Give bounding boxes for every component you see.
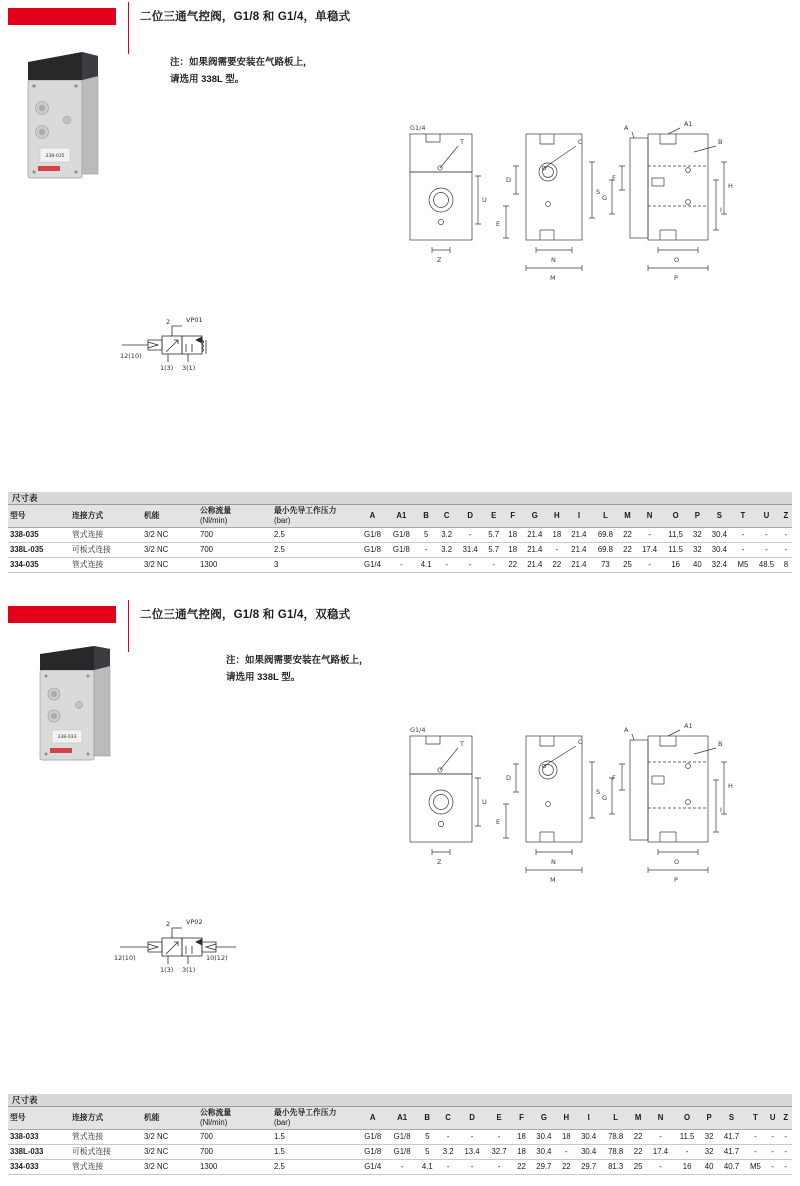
section-1-note <box>170 54 313 88</box>
cell-connection: 可板式连接 <box>70 1144 142 1159</box>
cell-A1: - <box>387 1159 416 1174</box>
cell-C: - <box>438 1159 459 1174</box>
cell-F: 22 <box>504 557 522 572</box>
cell-A: G1/4 <box>358 557 387 572</box>
cell-U: - <box>753 542 780 557</box>
cell-H: 18 <box>548 527 566 542</box>
cell-flow: 700 <box>198 542 272 557</box>
svg-text:G1/4: G1/4 <box>410 124 426 132</box>
cell-F: 22 <box>513 1159 531 1174</box>
svg-text:D: D <box>506 774 512 782</box>
cell-I: 21.4 <box>566 557 593 572</box>
cell-O: 16 <box>674 1159 700 1174</box>
svg-text:N: N <box>551 256 556 264</box>
th-pressure: 最小先导工作压力 (bar) <box>272 505 358 527</box>
cell-P: 40 <box>689 557 707 572</box>
cell-A: G1/4 <box>358 1159 387 1174</box>
section-1-product-photo <box>22 50 118 180</box>
cell-U: 48.5 <box>753 557 780 572</box>
table-2-header-row <box>8 1107 792 1129</box>
cell-H: - <box>548 542 566 557</box>
cell-flow: 1300 <box>198 1159 272 1174</box>
section-1-dimension-table <box>8 492 792 573</box>
svg-text:G: G <box>602 194 608 202</box>
th-D: D <box>459 1107 486 1129</box>
cell-function: 3/2 NC <box>142 542 198 557</box>
th-connection: 连接方式 <box>70 505 142 527</box>
svg-text:E: E <box>496 818 501 826</box>
cell-H: 18 <box>557 1129 575 1144</box>
cell-P: 40 <box>700 1159 718 1174</box>
cell-L: 81.3 <box>602 1159 629 1174</box>
cell-O: 11.5 <box>674 1129 700 1144</box>
cell-U: - <box>753 527 780 542</box>
table-2 <box>8 1107 792 1175</box>
cell-N: 17.4 <box>636 542 663 557</box>
cell-N: - <box>647 1159 674 1174</box>
cell-A1: G1/8 <box>387 542 416 557</box>
symbol-1-port-top: 2 <box>166 318 171 326</box>
table-1-body <box>8 527 792 572</box>
cell-B: - <box>416 542 437 557</box>
th-S: S <box>706 505 733 527</box>
cell-H: 22 <box>548 557 566 572</box>
cell-P: 32 <box>700 1144 718 1159</box>
th-B: B <box>417 1107 438 1129</box>
th-G: G <box>522 505 549 527</box>
cell-P: 32 <box>689 542 707 557</box>
symbol-1-port-br: 3(1) <box>182 364 196 372</box>
th-N: N <box>636 505 663 527</box>
th-model: 型号 <box>8 505 70 527</box>
th-I: I <box>566 505 593 527</box>
svg-text:N: N <box>551 858 556 866</box>
table-1-header-row <box>8 505 792 527</box>
th-A: A <box>358 505 387 527</box>
cell-T: - <box>745 1144 766 1159</box>
table-row <box>8 542 792 557</box>
cell-S: 41.7 <box>718 1144 745 1159</box>
cell-L: 73 <box>592 557 619 572</box>
cell-E: 32.7 <box>486 1144 513 1159</box>
svg-text:S: S <box>596 188 601 196</box>
svg-text:M: M <box>550 876 556 884</box>
svg-text:G: G <box>602 794 608 802</box>
cell-T: - <box>745 1129 766 1144</box>
cell-P: 32 <box>700 1129 718 1144</box>
th-T: T <box>745 1107 766 1129</box>
cell-model: 334-035 <box>8 557 70 572</box>
cell-G: 30.4 <box>530 1129 557 1144</box>
cell-N: 17.4 <box>647 1144 674 1159</box>
cell-O: - <box>674 1144 700 1159</box>
th-flow: 公称流量 (Nl/min) <box>198 1107 272 1129</box>
cell-T: M5 <box>733 557 754 572</box>
th-U: U <box>753 505 780 527</box>
section-1-note-line1: 注：如果阀需要安装在气路板上， <box>170 57 313 68</box>
th-F: F <box>504 505 522 527</box>
table-row <box>8 1159 792 1174</box>
cell-Z: - <box>780 527 792 542</box>
th-C: C <box>436 505 457 527</box>
th-O: O <box>674 1107 700 1129</box>
th-M: M <box>629 1107 647 1129</box>
cell-T: - <box>733 542 754 557</box>
cell-E: - <box>486 1129 513 1144</box>
cell-Z: 8 <box>780 557 792 572</box>
cell-D: 13.4 <box>459 1144 486 1159</box>
cell-A1: - <box>387 557 416 572</box>
svg-text:O: O <box>674 256 680 264</box>
th-connection: 连接方式 <box>70 1107 142 1129</box>
symbol-2-label: VP02 <box>186 918 203 926</box>
svg-text:I: I <box>720 806 722 814</box>
svg-text:M: M <box>550 274 556 282</box>
svg-text:U: U <box>482 196 487 204</box>
th-M: M <box>619 505 637 527</box>
section-1-circuit-symbol <box>118 310 244 372</box>
cell-M: 22 <box>619 542 637 557</box>
th-A1: A1 <box>387 505 416 527</box>
section-2-circuit-symbol <box>112 912 248 974</box>
cell-B: 5 <box>416 527 437 542</box>
th-A1: A1 <box>387 1107 416 1129</box>
svg-text:F: F <box>612 774 616 782</box>
cell-C: - <box>436 557 457 572</box>
cell-Z: - <box>779 1129 792 1144</box>
cell-pressure: 3 <box>272 557 358 572</box>
th-U: U <box>766 1107 780 1129</box>
cell-flow: 700 <box>198 1129 272 1144</box>
th-Z: Z <box>779 1107 792 1129</box>
svg-text:F: F <box>612 174 616 182</box>
cell-function: 3/2 NC <box>142 557 198 572</box>
cell-T: M5 <box>745 1159 766 1174</box>
cell-M: 22 <box>619 527 637 542</box>
th-Z: Z <box>780 505 792 527</box>
cell-D: - <box>457 527 484 542</box>
section-2-note <box>226 652 369 686</box>
cell-I: 21.4 <box>566 542 593 557</box>
table-row <box>8 1129 792 1144</box>
cell-pressure: 1.5 <box>272 1144 358 1159</box>
svg-text:A1: A1 <box>684 120 693 128</box>
cell-flow: 700 <box>198 527 272 542</box>
cell-E: - <box>483 557 504 572</box>
symbol-2-port-br: 3(1) <box>182 966 196 974</box>
cell-C: - <box>438 1129 459 1144</box>
cell-D: - <box>457 557 484 572</box>
cell-O: 11.5 <box>663 527 689 542</box>
photo-label-1: 338-035 <box>45 154 65 159</box>
section-1-technical-drawing <box>396 110 768 300</box>
th-S: S <box>718 1107 745 1129</box>
section-2-dimension-table <box>8 1094 792 1175</box>
th-B: B <box>416 505 437 527</box>
cell-H: 22 <box>557 1159 575 1174</box>
cell-L: 69.8 <box>592 542 619 557</box>
cell-C: 3.2 <box>438 1144 459 1159</box>
symbol-2-port-bl: 1(3) <box>160 966 174 974</box>
th-pressure: 最小先导工作压力 (bar) <box>272 1107 358 1129</box>
symbol-2-port-left: 12(10) <box>114 954 136 962</box>
section-2-product-photo <box>34 644 130 764</box>
cell-S: 32.4 <box>706 557 733 572</box>
th-function: 机能 <box>142 505 198 527</box>
cell-C: 3.2 <box>436 542 457 557</box>
cell-E: - <box>486 1159 513 1174</box>
cell-function: 3/2 NC <box>142 1144 198 1159</box>
symbol-2-port-right: 10(12) <box>206 954 228 962</box>
cell-S: 40.7 <box>718 1159 745 1174</box>
cell-B: 5 <box>417 1129 438 1144</box>
svg-text:P: P <box>674 274 678 282</box>
table-2-body <box>8 1129 792 1174</box>
cell-I: 21.4 <box>566 527 593 542</box>
svg-text:A1: A1 <box>684 722 693 730</box>
svg-text:E: E <box>496 220 501 228</box>
symbol-1-label: VP01 <box>186 316 203 324</box>
table-row <box>8 1144 792 1159</box>
cell-F: 18 <box>513 1129 531 1144</box>
symbol-2-port-top: 2 <box>166 920 171 928</box>
th-P: P <box>700 1107 718 1129</box>
svg-text:U: U <box>482 798 487 806</box>
section-2-note-line2: 请选用 338L 型。 <box>226 672 301 683</box>
cell-A: G1/8 <box>358 527 387 542</box>
cell-S: 30.4 <box>706 542 733 557</box>
table-row <box>8 527 792 542</box>
svg-text:Z: Z <box>437 256 442 264</box>
cell-O: 11.5 <box>663 542 689 557</box>
cell-A1: G1/8 <box>387 527 416 542</box>
symbol-1-port-left: 12(10) <box>120 352 142 360</box>
cell-N: - <box>647 1129 674 1144</box>
cell-flow: 700 <box>198 1144 272 1159</box>
cell-G: 29.7 <box>530 1159 557 1174</box>
svg-text:C: C <box>578 738 583 746</box>
cell-D: 31.4 <box>457 542 484 557</box>
cell-N: - <box>636 557 663 572</box>
cell-S: 30.4 <box>706 527 733 542</box>
cell-pressure: 2.5 <box>272 1159 358 1174</box>
cell-E: 5.7 <box>483 542 504 557</box>
cell-flow: 1300 <box>198 557 272 572</box>
th-T: T <box>733 505 754 527</box>
th-A: A <box>358 1107 387 1129</box>
cell-M: 22 <box>629 1144 647 1159</box>
th-G: G <box>530 1107 557 1129</box>
svg-text:T: T <box>460 138 464 146</box>
th-P: P <box>689 505 707 527</box>
table-row <box>8 557 792 572</box>
svg-text:C: C <box>578 138 583 146</box>
cell-connection: 管式连接 <box>70 1159 142 1174</box>
cell-Z: - <box>780 542 792 557</box>
cell-M: 25 <box>619 557 637 572</box>
cell-E: 5.7 <box>483 527 504 542</box>
table-1 <box>8 505 792 573</box>
svg-text:S: S <box>596 788 601 796</box>
cell-function: 3/2 NC <box>142 527 198 542</box>
cell-L: 69.8 <box>592 527 619 542</box>
cell-pressure: 2.5 <box>272 542 358 557</box>
section-2-title: 二位三通气控阀，G1/8 和 G1/4，双稳式 <box>140 609 351 621</box>
cell-U: - <box>766 1144 780 1159</box>
cell-F: 18 <box>513 1144 531 1159</box>
section-2-header <box>0 598 800 628</box>
cell-P: 32 <box>689 527 707 542</box>
cell-Z: - <box>779 1159 792 1174</box>
cell-model: 338L-033 <box>8 1144 70 1159</box>
section-2-note-line1: 注：如果阀需要安装在气路板上， <box>226 655 369 666</box>
cell-pressure: 2.5 <box>272 527 358 542</box>
th-model: 型号 <box>8 1107 70 1129</box>
section-1-header <box>0 0 800 30</box>
cell-B: 4.1 <box>417 1159 438 1174</box>
svg-text:H: H <box>728 782 733 790</box>
table-1-caption: 尺寸表 <box>8 492 792 505</box>
cell-F: 18 <box>504 542 522 557</box>
cell-I: 30.4 <box>575 1144 602 1159</box>
svg-text:T: T <box>460 740 464 748</box>
cell-A: G1/8 <box>358 542 387 557</box>
cell-G: 21.4 <box>522 557 549 572</box>
th-I: I <box>575 1107 602 1129</box>
cell-connection: 管式连接 <box>70 1129 142 1144</box>
th-E: E <box>486 1107 513 1129</box>
th-L: L <box>602 1107 629 1129</box>
section-2-technical-drawing <box>396 712 768 902</box>
cell-model: 334-033 <box>8 1159 70 1174</box>
cell-O: 16 <box>663 557 689 572</box>
cell-B: 5 <box>417 1144 438 1159</box>
section-2-red-bar <box>8 606 116 623</box>
section-1-divider <box>128 2 129 54</box>
cell-D: - <box>459 1129 486 1144</box>
cell-G: 30.4 <box>530 1144 557 1159</box>
cell-N: - <box>636 527 663 542</box>
cell-I: 29.7 <box>575 1159 602 1174</box>
svg-text:Z: Z <box>437 858 442 866</box>
th-flow: 公称流量 (Nl/min) <box>198 505 272 527</box>
svg-text:I: I <box>720 206 722 214</box>
cell-Z: - <box>779 1144 792 1159</box>
th-N: N <box>647 1107 674 1129</box>
th-C: C <box>438 1107 459 1129</box>
cell-H: - <box>557 1144 575 1159</box>
table-2-caption: 尺寸表 <box>8 1094 792 1107</box>
svg-text:O: O <box>674 858 680 866</box>
cell-A: G1/8 <box>358 1129 387 1144</box>
cell-B: 4.1 <box>416 557 437 572</box>
cell-S: 41.7 <box>718 1129 745 1144</box>
cell-A1: G1/8 <box>387 1129 416 1144</box>
symbol-1-port-bl: 1(3) <box>160 364 174 372</box>
cell-model: 338L-035 <box>8 542 70 557</box>
cell-T: - <box>733 527 754 542</box>
cell-L: 78.8 <box>602 1144 629 1159</box>
cell-model: 338-035 <box>8 527 70 542</box>
cell-connection: 可板式连接 <box>70 542 142 557</box>
svg-text:A: A <box>624 124 629 132</box>
svg-text:D: D <box>506 176 512 184</box>
cell-M: 22 <box>629 1129 647 1144</box>
th-F: F <box>513 1107 531 1129</box>
section-1-title: 二位三通气控阀，G1/8 和 G1/4，单稳式 <box>140 11 351 23</box>
cell-L: 78.8 <box>602 1129 629 1144</box>
cell-pressure: 1.5 <box>272 1129 358 1144</box>
cell-I: 30.4 <box>575 1129 602 1144</box>
th-H: H <box>557 1107 575 1129</box>
cell-C: 3.2 <box>436 527 457 542</box>
cell-G: 21.4 <box>522 527 549 542</box>
th-O: O <box>663 505 689 527</box>
svg-text:H: H <box>728 182 733 190</box>
cell-D: - <box>459 1159 486 1174</box>
cell-function: 3/2 NC <box>142 1159 198 1174</box>
section-1-red-bar <box>8 8 116 25</box>
svg-text:G1/4: G1/4 <box>410 726 426 734</box>
cell-connection: 管式连接 <box>70 557 142 572</box>
th-D: D <box>457 505 484 527</box>
cell-A: G1/8 <box>358 1144 387 1159</box>
svg-text:A: A <box>624 726 629 734</box>
th-E: E <box>483 505 504 527</box>
cell-connection: 管式连接 <box>70 527 142 542</box>
th-L: L <box>592 505 619 527</box>
svg-text:B: B <box>718 138 723 146</box>
th-H: H <box>548 505 566 527</box>
cell-F: 18 <box>504 527 522 542</box>
cell-A1: G1/8 <box>387 1144 416 1159</box>
cell-U: - <box>766 1159 780 1174</box>
cell-M: 25 <box>629 1159 647 1174</box>
th-function: 机能 <box>142 1107 198 1129</box>
svg-text:P: P <box>674 876 678 884</box>
cell-model: 338-033 <box>8 1129 70 1144</box>
cell-function: 3/2 NC <box>142 1129 198 1144</box>
cell-U: - <box>766 1129 780 1144</box>
photo-label-2: 338-033 <box>57 735 77 740</box>
cell-G: 21.4 <box>522 542 549 557</box>
svg-text:B: B <box>718 740 723 748</box>
section-1-note-line2: 请选用 338L 型。 <box>170 74 245 85</box>
